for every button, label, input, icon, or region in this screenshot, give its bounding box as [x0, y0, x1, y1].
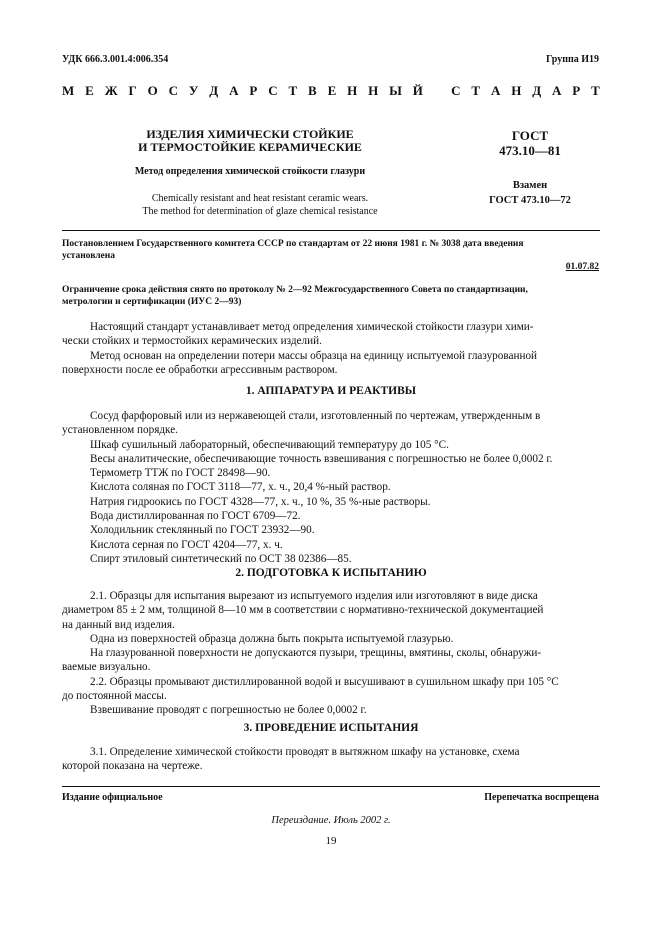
- decree-line-1: Постановлением Государственного комитета СССР по стандартам от 22 июня 1981 г. № 3038 дата введения: [62, 239, 524, 249]
- s1-item-condenser: Холодильник стеклянный по ГОСТ 23932—90.: [90, 524, 315, 537]
- s1-item-balance: Весы аналитические, обеспечивающие точность взвешивания с погрешностью не более 0,0002 г.: [90, 452, 553, 465]
- section-2-body: [62, 589, 600, 718]
- banner-letter: Д: [209, 83, 219, 98]
- banner-letter: Т: [471, 83, 481, 98]
- s1-item1-line-1: Сосуд фарфоровый или из нержавеющей стали, изготовленный по чертежам, утвержденным в: [90, 410, 541, 422]
- banner-letter: Н: [368, 83, 379, 98]
- banner-letter: Т: [288, 83, 298, 98]
- s1-item-ethanol: Спирт этиловый синтетический по ОСТ 38 02386—85.: [90, 552, 352, 565]
- decree-date: 01.07.82: [565, 262, 599, 272]
- s1-item1-line-2: установленном порядке.: [62, 424, 178, 437]
- banner-letter: Г: [128, 83, 137, 98]
- banner-letter: Н: [347, 83, 358, 98]
- intro-p2-line-1: Метод основан на определении потери массы образца на единицу испытуемой глазурованной: [90, 349, 538, 362]
- banner-letter: Т: [591, 83, 600, 98]
- section-3-heading: 3. ПРОВЕДЕНИЕ ИСПЫТАНИЯ: [243, 722, 419, 734]
- group-code: Группа И19: [546, 54, 599, 65]
- banner-letter: О: [147, 83, 158, 98]
- banner-letter: А: [229, 83, 239, 98]
- banner-letter: Н: [511, 83, 522, 98]
- title-line-2: И ТЕРМОСТОЙКИЕ КЕРАМИЧЕСКИЕ: [138, 140, 362, 154]
- s2-p22-line-1: 2.2. Образцы промывают дистиллированной водой и высушивают в сушильном шкафу при 105 °С: [90, 675, 559, 688]
- standard-banner: [62, 83, 600, 99]
- banner-letter: С: [168, 83, 178, 98]
- udk-code: УДК 666.3.001.4:006.354: [62, 54, 169, 65]
- divider-bottom: [62, 786, 600, 787]
- s1-item-thermometer: Термометр ТТЖ по ГОСТ 28498—90.: [90, 467, 271, 480]
- banner-letter: М: [62, 83, 75, 98]
- banner-letter: Е: [327, 83, 337, 98]
- banner-letter: Й: [412, 83, 423, 98]
- decree-line-2: установлена: [62, 251, 115, 261]
- banner-letter: А: [552, 83, 562, 98]
- replaces-value: ГОСТ 473.10—72: [489, 195, 571, 206]
- document-title: [120, 128, 380, 154]
- intro-p1-line-1: Настоящий стандарт устанавливает метод определения химической стойкости глазури хими-: [90, 321, 534, 333]
- s3-p31-line-2: которой показана на чертеже.: [62, 760, 203, 773]
- banner-letter: С: [268, 83, 278, 98]
- reprint-prohibited: Перепечатка воспрещена: [484, 792, 599, 803]
- section-1-heading: 1. АППАРАТУРА И РЕАКТИВЫ: [245, 385, 417, 397]
- s1-item-hydrochloric-acid: Кислота соляная по ГОСТ 3118—77, х. ч., 20,4 %-ный раствор.: [90, 481, 391, 494]
- s1-item-drying-cabinet: Шкаф сушильный лабораторный, обеспечивающий температуру до 105 °С.: [90, 438, 449, 451]
- section-1-body: [62, 409, 600, 566]
- gost-number: 473.10—81: [499, 143, 561, 158]
- s1-item-sulfuric-acid: Кислота серная по ГОСТ 4204—77, х. ч.: [90, 538, 283, 551]
- official-edition: Издание официальное: [62, 792, 163, 803]
- gost-designation: [470, 128, 590, 158]
- banner-letter: Ы: [389, 83, 402, 98]
- decree-text: [62, 238, 600, 262]
- s2-p-defects-line-1: На глазурованной поверхности не допускаются пузыри, трещины, вмятины, сколы, обнаружи-: [90, 647, 542, 660]
- english-title-line-2: The method for determination of glaze chemical resistance: [142, 206, 378, 217]
- intro-p1-line-2: чески стойких и термостойких керамических изделий.: [62, 335, 322, 348]
- banner-letter: Р: [249, 83, 258, 98]
- banner-letter: А: [490, 83, 501, 98]
- divider-top: [62, 230, 600, 231]
- banner-letter: У: [188, 83, 199, 98]
- title-line-1: ИЗДЕЛИЯ ХИМИЧЕСКИ СТОЙКИЕ: [146, 127, 354, 141]
- gost-label: ГОСТ: [511, 128, 549, 143]
- english-title-line-1: Chemically resistant and heat resistant ceramic wears.: [151, 193, 369, 204]
- english-title: [104, 192, 416, 218]
- reissue-note: Переиздание. Июль 2002 г.: [271, 815, 391, 826]
- banner-letter: Ж: [104, 83, 118, 98]
- s1-item-distilled-water: Вода дистиллированная по ГОСТ 6709—72.: [90, 510, 301, 523]
- s2-p22-line-2: до постоянной массы.: [62, 690, 167, 703]
- banner-letter: Е: [85, 83, 94, 98]
- banner-gap: [434, 83, 441, 99]
- banner-letter: Д: [532, 83, 542, 98]
- s3-p31-line-1: 3.1. Определение химической стойкости проводят в вытяжном шкафу на установке, схема: [90, 746, 520, 758]
- s2-p21-line-2: диаметром 85 ± 2 мм, толщиной 8—10 мм в соответствии с нормативно-технической документацией: [62, 604, 544, 617]
- intro-p2-line-2: поверхности после ее обработки агрессивным раствором.: [62, 363, 338, 376]
- s2-p-weighing: Взвешивание проводят с погрешностью не более 0,0002 г.: [90, 704, 367, 717]
- s2-p21-line-1: 2.1. Образцы для испытания вырезают из испытуемого изделия или изготовляют в виде диска: [90, 590, 538, 602]
- s1-item-sodium-hydroxide: Натрия гидроокись по ГОСТ 4328—77, х. ч., 10 %, 35 %-ные растворы.: [90, 495, 431, 508]
- intro-section: [62, 320, 600, 377]
- page-number: 19: [325, 835, 337, 847]
- document-subtitle: Метод определения химической стойкости глазури: [134, 166, 366, 177]
- section-2-heading: 2. ПОДГОТОВКА К ИСПЫТАНИЮ: [235, 567, 427, 579]
- restriction-line-2: метрологии и сертификации (ИУС 2—93): [62, 297, 242, 307]
- banner-letter: С: [451, 83, 461, 98]
- s2-p21-line-3: на данный вид изделия.: [62, 618, 175, 631]
- banner-letter: Р: [572, 83, 581, 98]
- s2-p-defects-line-2: ваемые визуально.: [62, 661, 151, 674]
- section-3-body: [62, 745, 600, 774]
- banner-letter: В: [308, 83, 317, 98]
- restriction-line-1: Ограничение срока действия снято по протоколу № 2—92 Межгосударственного Совета по стандартизации,: [62, 285, 528, 295]
- s2-p-glaze-coverage: Одна из поверхностей образца должна быть покрыта испытуемой глазурью.: [90, 632, 454, 645]
- replaces-label: Взамен: [512, 180, 548, 191]
- restriction-text: [62, 284, 600, 308]
- replaces-block: [470, 178, 590, 208]
